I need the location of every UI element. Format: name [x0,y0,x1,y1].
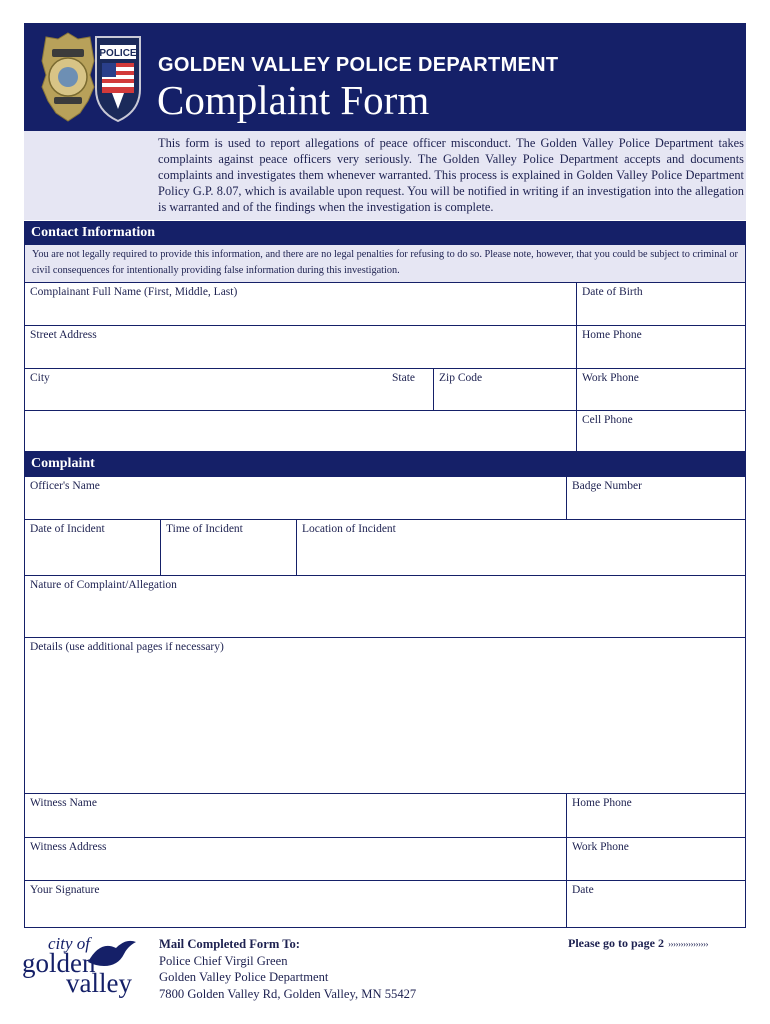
street-address-label: Street Address [30,329,97,341]
svg-text:POLICE: POLICE [99,48,137,59]
witness-home-phone-field[interactable] [566,793,746,838]
time-of-incident-label: Time of Incident [166,523,243,535]
badge-icon [40,31,96,123]
logo-golden-text: golden [22,948,96,978]
cell-phone-label: Cell Phone [582,414,633,426]
witness-work-phone-field[interactable] [566,837,746,881]
date-of-birth-label: Date of Birth [582,286,643,298]
home-phone-field[interactable] [576,325,746,369]
witness-address-label: Witness Address [30,841,107,853]
time-of-incident-field[interactable] [160,519,297,576]
mail-line-1: Police Chief Virgil Green [159,953,288,968]
witness-name-field[interactable] [24,793,567,838]
home-phone-label: Home Phone [582,329,642,341]
details-field[interactable] [24,637,746,794]
witness-address-field[interactable] [24,837,567,881]
location-of-incident-field[interactable] [296,519,746,576]
nature-of-complaint-field[interactable] [24,575,746,638]
work-phone-label: Work Phone [582,372,639,384]
cell-phone-field[interactable] [576,410,746,452]
city-logo [22,934,140,1004]
badge-number-label: Badge Number [572,480,642,492]
next-page-text: Please go to page 2 [568,936,664,950]
location-of-incident-label: Location of Incident [302,523,396,535]
witness-work-phone-label: Work Phone [572,841,629,853]
witness-name-label: Witness Name [30,797,97,809]
blank-contact-cell [24,410,577,452]
city-label: City [30,372,50,384]
state-label: State [392,372,415,384]
signature-field[interactable] [24,880,567,928]
next-page-note [568,936,708,951]
officer-name-label: Officer's Name [30,480,100,492]
date-label: Date [572,884,594,896]
header-banner [24,23,746,131]
logo-valley-text: valley [66,968,132,998]
date-of-incident-field[interactable] [24,519,161,576]
witness-home-phone-label: Home Phone [572,797,632,809]
contact-notice: You are not legally required to provide this information, and there are no legal penalties for refusing to do so. Please note, however, that you could be subject to criminal or civil consequences for intentionally providing false information during this investigation. [24,245,746,282]
next-page-arrows: ›››››››››››››››› [667,939,708,949]
intro-panel [24,131,746,220]
page-title: Complaint Form [157,77,430,123]
street-address-field[interactable] [24,325,577,369]
city-state-field[interactable] [24,368,434,411]
department-name: GOLDEN VALLEY POLICE DEPARTMENT [158,54,559,76]
contact-section-heading: Contact Information [24,221,746,245]
zip-code-label: Zip Code [439,372,483,384]
signature-label: Your Signature [30,884,100,896]
details-label: Details (use additional pages if necessary) [30,641,224,653]
zip-code-field[interactable] [433,368,577,411]
logo-city-text: city of [48,934,91,953]
date-field[interactable] [566,880,746,928]
badge-number-field[interactable] [566,476,746,520]
mailing-info [159,936,416,1002]
mail-line-2: Golden Valley Police Department [159,970,329,984]
intro-text: This form is used to report allegations of peace officer misconduct. The Golden Valley Police Department takes complaints against peace officers very seriously. The Golden Valley Police Department accepts and documents complaints and investigates them whenever warranted. This process is explained in Golden Valley Police Department Policy G.P. 8.07, which is available upon request. You will be notified in writing if an investigation into the allegation is warranted and of the findings when the investigation is complete. [158,136,744,214]
mail-heading: Mail Completed Form To: [159,937,300,951]
date-of-incident-label: Date of Incident [30,523,105,535]
officer-name-field[interactable] [24,476,567,520]
complainant-name-field[interactable] [24,282,577,326]
police-patch-icon [92,31,144,125]
date-of-birth-field[interactable] [576,282,746,326]
nature-of-complaint-label: Nature of Complaint/Allegation [30,579,177,591]
complaint-section-heading: Complaint [24,452,746,476]
complainant-name-label: Complainant Full Name (First, Middle, Last) [30,286,238,298]
mail-line-3: 7800 Golden Valley Rd, Golden Valley, MN 55427 [159,986,417,1001]
work-phone-field[interactable] [576,368,746,411]
